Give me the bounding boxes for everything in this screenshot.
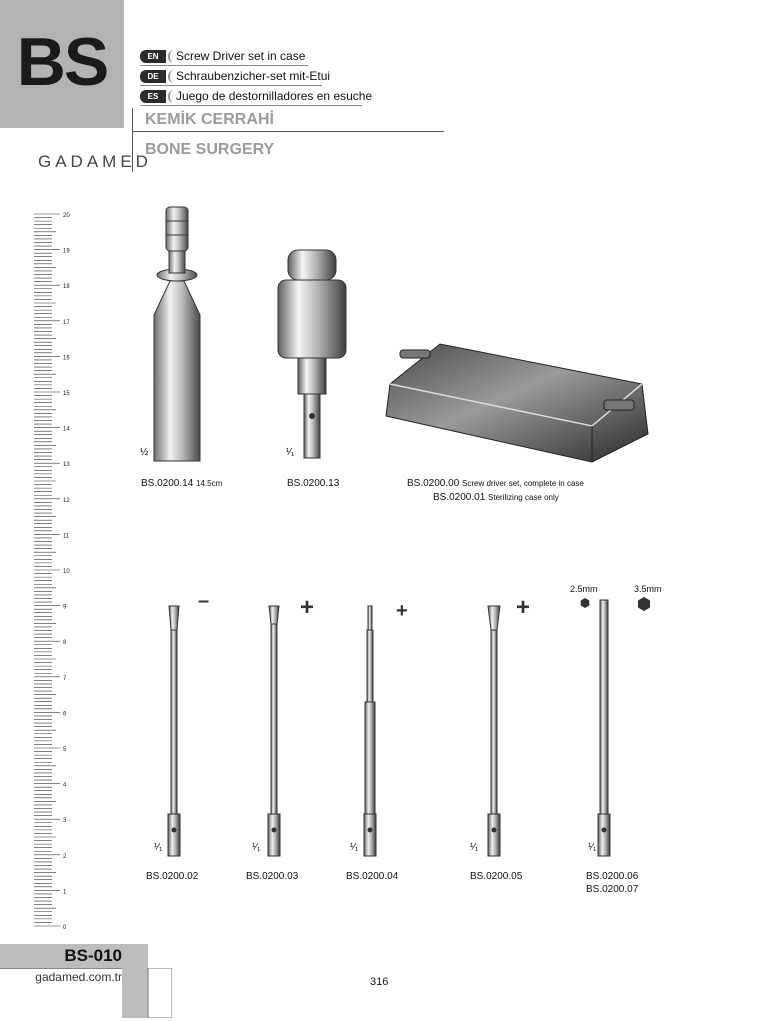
category-title-tr: KEMİK CERRAHİ [145,111,274,128]
ruler-label: 9 [63,604,67,611]
ruler-label: 13 [63,462,70,469]
ruler-label: 20 [63,213,70,219]
product-code: BS.0200.02 [146,871,199,882]
phillips-bit-small-image [356,600,386,860]
product-code: BS.0200.03 [246,871,299,882]
product-note: Sterilizing case only [488,493,559,502]
divider [132,131,444,132]
phillips-icon: + [396,600,408,622]
scale-fraction: ¹⁄₁ [588,842,597,853]
product-code: BS.0200.07 [586,884,639,895]
scale-fraction: ¹⁄₁ [252,842,261,853]
phillips-icon: + [516,594,531,621]
sterilizing-case-image [380,338,658,468]
product-code: BS.0200.05 [470,871,523,882]
product-code: BS.0200.14 [141,478,194,489]
scale-fraction: ¹⁄₁ [286,447,295,458]
lang-row-en [140,48,305,65]
section-code: BS [16,24,108,100]
measuring-ruler [34,212,74,930]
product-code: BS.0200.01 [433,492,486,503]
screwdriver-chuck-image [272,248,352,466]
hex-small-icon [580,598,590,608]
lang-tag: DE [140,70,166,83]
hex-large-icon [637,597,651,611]
ruler-label: 14 [63,426,70,433]
slotted-bit-image [160,600,190,860]
lang-text: Juego de destornilladores en esuche [168,90,372,103]
product-code-label [141,478,222,489]
lang-row-de [140,68,330,85]
ruler-label: 4 [63,782,67,789]
ruler-label: 3 [63,818,67,825]
ruler-label: 1 [63,889,67,896]
ruler-label: 17 [63,319,70,326]
product-code: BS.0200.00 [407,478,460,489]
product-code-label [407,478,584,489]
phillips-bit-image [260,600,290,860]
product-code: BS.0200.04 [346,871,399,882]
website-link[interactable]: gadamed.com.tr [35,970,122,984]
brand-logo: GADAMED [38,152,152,171]
category-title-en: BONE SURGERY [145,141,275,158]
ruler-label: 18 [63,284,70,291]
divider [140,105,362,106]
divider [140,85,322,86]
ruler-label: 12 [63,497,70,504]
product-code: BS.0200.06 [586,871,639,882]
lang-text: Screw Driver set in case [168,50,305,63]
slotted-icon: – [198,590,210,612]
page-number: 316 [370,976,389,988]
footer-decoration [122,968,172,1018]
ruler-label: 19 [63,248,70,255]
hex-bit-image [590,596,620,860]
product-note: Screw driver set, complete in case [462,479,584,488]
ruler-label: 5 [63,747,67,753]
lang-tag: ES [140,90,166,103]
lang-row-es [140,88,372,105]
scale-fraction: ¹⁄₁ [154,842,163,853]
ruler-label: 6 [63,711,67,718]
product-note: 14.5cm [196,479,223,488]
ruler-label: 7 [63,675,67,682]
scale-fraction: ¹⁄₁ [470,842,479,853]
catalog-page-code: BS-010 [64,946,122,965]
hex-size-small-label: 2.5mm [570,584,598,594]
ruler-label: 11 [63,533,70,540]
screwdriver-handle-image [150,205,212,465]
ruler-label: 0 [63,925,67,930]
ruler-label: 8 [63,640,67,647]
scale-fraction: ¹⁄₁ [350,842,359,853]
product-code-label [433,492,559,503]
ruler-label: 10 [63,569,70,575]
lang-tag: EN [140,50,166,63]
ruler-label: 16 [63,355,70,362]
phillips-icon: + [300,594,315,621]
divider [140,65,308,66]
hex-size-large-label: 3.5mm [634,584,662,594]
ruler-label: 2 [63,853,67,860]
phillips-bit-large-image [480,600,510,860]
lang-text: Schraubenzicher-set mit-Etui [168,70,330,83]
scale-fraction: ½ [140,447,149,458]
product-code: BS.0200.13 [287,478,340,489]
ruler-label: 15 [63,391,70,397]
